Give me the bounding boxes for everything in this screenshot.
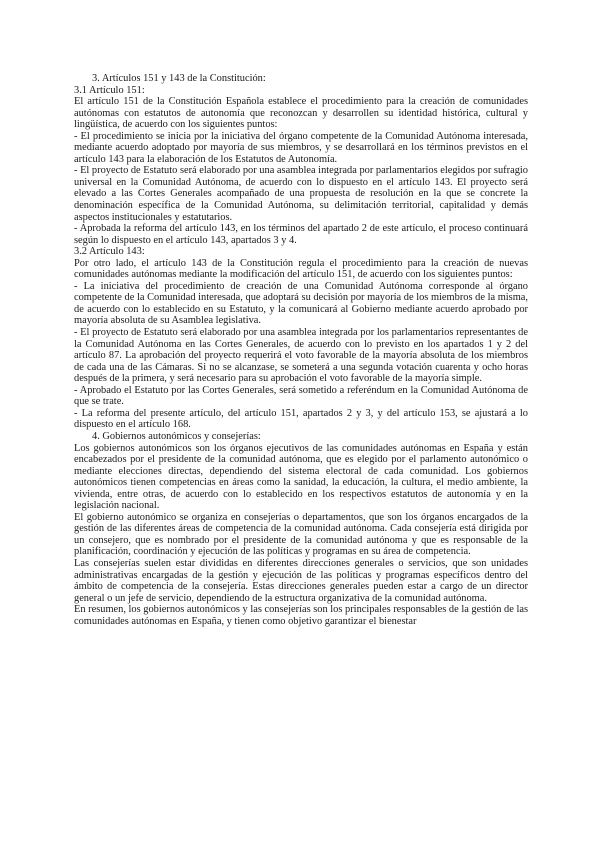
list-paragraph: - Aprobada la reforma del artículo 143, en los términos del apartado 2 de este artículo, el proceso continuará según lo dispuesto en el artículo 143, apartados 3 y 4.: [74, 223, 528, 246]
list-paragraph: - La reforma del presente artículo, del artículo 151, apartados 2 y 3, y del artículo 153, se ajustará a lo dispuesto en el artículo 168.: [74, 407, 528, 431]
list-paragraph: - Aprobado el Estatuto por las Cortes Generales, será sometido a referéndum en la Comunidad Autónoma de que se trate.: [74, 384, 528, 408]
body-paragraph: Las consejerías suelen estar divididas en diferentes direcciones generales o servicios, que son unidades administrativas encargadas de la gestión y ejecución de las políticas y programas específicos dentro del ámbito de competencia de la consejería. Estas direcciones generales pueden estar a cargo de un director general o un jefe de servicio, dependiendo de la estructura organizativa de la comunidad autónoma.: [74, 557, 528, 604]
body-paragraph: Por otro lado, el artículo 143 de la Constitución regula el procedimiento para la creación de nuevas comunidades autónomas mediante la modificación del artículo 151, de acuerdo con los siguientes puntos:: [74, 257, 528, 281]
subsection-heading: 3.2 Artículo 143:: [74, 246, 145, 258]
list-paragraph: - El proyecto de Estatuto será elaborado por una asamblea integrada por los parlamentarios representantes de la Comunidad Autónoma en las Cortes Generales, de acuerdo con lo previsto en los apartados 1 y 2 del artículo 87. La aprobación del proyecto requerirá el voto favorable de la mayoría absoluta de los miembros de cada una de las Cámaras. Si no se alcanzase, se someterá a una segunda votación cuarenta y ocho horas después de la primera, y será necesario para su aprobación el voto favorable de la mayoría simple.: [74, 327, 528, 385]
body-paragraph: El gobierno autonómico se organiza en consejerías o departamentos, que son los órganos encargados de la gestión de las diferentes áreas de competencia de la comunidad autónoma. Cada consejería está dirigida por un consejero, que es nombrado por el presidente de la comunidad autónoma y que es responsable de la planificación, coordinación y ejecución de las políticas y programas en su área de competencia.: [74, 511, 528, 558]
body-paragraph: Los gobiernos autonómicos son los órganos ejecutivos de las comunidades autónomas en España y están encabezados por el presidente de la comunidad autónoma, que es elegido por el parlamento autonómico o mediante elecciones directas, dependiendo del sistema electoral de cada comunidad. Los gobiernos autonómicos tienen competencias en áreas como la sanidad, la educación, la cultura, el medio ambiente, la vivienda, entre otras, de acuerdo con lo establecido en los respectivos estatutos de autonomía y en la legislación nacional.: [74, 442, 528, 512]
document-body: [74, 73, 528, 627]
list-paragraph: - La iniciativa del procedimiento de creación de una Comunidad Autónoma corresponde al órgano competente de la Comunidad interesada, que adoptará su decisión por mayoría de los miembros de la misma, de acuerdo con lo establecido en su Estatuto, y la comunicará al Gobierno mediante acuerdo aprobado por mayoría absoluta de su Asamblea legislativa.: [74, 280, 528, 327]
list-paragraph: - El procedimiento se inicia por la iniciativa del órgano competente de la Comunidad Autónoma interesada, mediante acuerdo adoptado por mayoría de sus miembros, y se desarrollará en los términos previstos en el artículo 143 para la elaboración de los Estatutos de Autonomía.: [74, 130, 528, 165]
body-paragraph: En resumen, los gobiernos autonómicos y las consejerías son los principales responsables de la gestión de las comunidades autónomas en España, y tienen como objetivo garantizar el bienestar: [74, 604, 528, 627]
section-heading: 4. Gobiernos autonómicos y consejerías:: [92, 430, 261, 442]
list-paragraph: - El proyecto de Estatuto será elaborado por una asamblea integrada por parlamentarios elegidos por sufragio universal en la Comunidad Autónoma, de acuerdo con lo dispuesto en el artículo 143. El proyecto será elevado a las Cortes Generales acompañado de una propuesta de resolución en la que se concrete la denominación específica de la Comunidad Autónoma, su delimitación territorial, capitalidad y demás aspectos institucionales y estatutarios.: [74, 165, 528, 223]
section-heading: 3. Artículos 151 y 143 de la Constitución:: [92, 73, 266, 84]
body-paragraph: El artículo 151 de la Constitución Española establece el procedimiento para la creación de comunidades autónomas con estatutos de autonomía que reconozcan y desarrollen su identidad histórica, cultural y lingüística, de acuerdo con los siguientes puntos:: [74, 96, 528, 131]
subsection-heading: 3.1 Artículo 151:: [74, 84, 145, 96]
